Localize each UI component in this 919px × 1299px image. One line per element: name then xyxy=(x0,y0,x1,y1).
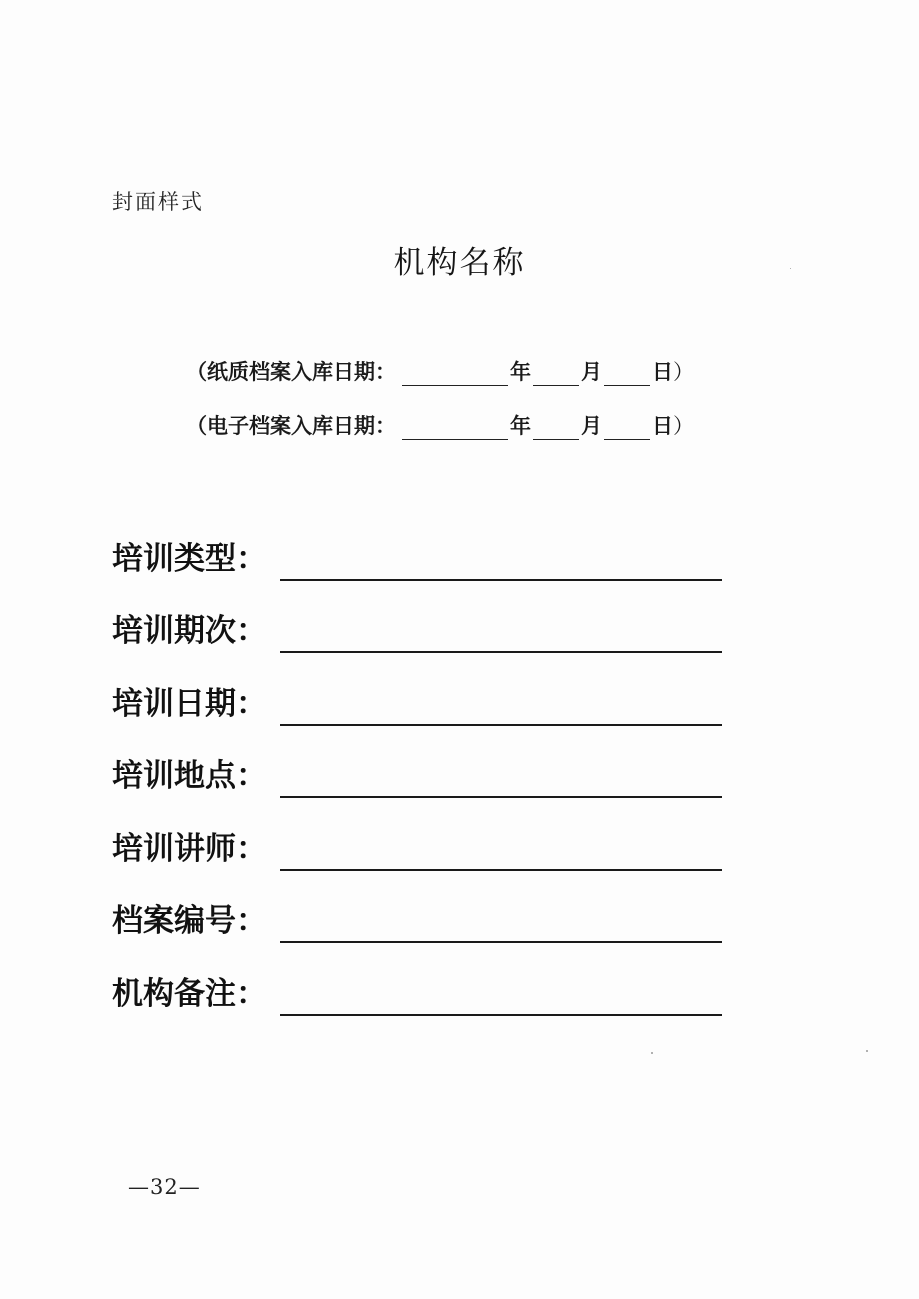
paper-day-blank[interactable] xyxy=(604,363,650,386)
digital-year-blank[interactable] xyxy=(402,417,508,440)
digital-day-blank[interactable] xyxy=(604,417,650,440)
paper-archive-date-label: （纸质档案入库日期： xyxy=(186,359,396,384)
scan-speck xyxy=(651,1052,653,1054)
organization-name-title: 机构名称 xyxy=(393,245,526,281)
field-row-training-instructor xyxy=(112,800,722,873)
digital-month-blank[interactable] xyxy=(533,417,579,440)
digital-close-paren: ） xyxy=(673,414,694,438)
field-fill-line[interactable] xyxy=(280,984,722,1016)
scan-speck xyxy=(790,268,791,269)
field-label: 机构备注： xyxy=(112,975,267,1012)
digital-day-unit: 日 xyxy=(652,413,673,438)
paper-day-unit: 日 xyxy=(652,359,673,384)
field-row-training-type xyxy=(112,510,722,583)
field-row-training-location xyxy=(112,728,722,801)
field-row-training-date xyxy=(112,655,722,728)
paper-close-paren: ） xyxy=(673,360,694,384)
field-fill-line[interactable] xyxy=(280,911,722,943)
field-label: 培训类型： xyxy=(112,540,267,577)
field-row-training-session xyxy=(112,583,722,656)
field-fill-line[interactable] xyxy=(280,621,722,653)
field-label: 培训地点： xyxy=(112,758,267,794)
field-label: 培训日期： xyxy=(112,685,267,722)
digital-month-unit: 月 xyxy=(581,413,602,438)
field-row-archive-number xyxy=(112,873,722,946)
digital-archive-date-label: （电子档案入库日期： xyxy=(186,413,396,438)
field-label: 档案编号： xyxy=(112,903,267,939)
page-number: —32— xyxy=(128,1175,201,1199)
scan-speck xyxy=(866,1050,868,1052)
cover-style-label: 封面样式 xyxy=(112,190,204,214)
digital-year-unit: 年 xyxy=(510,413,531,438)
paper-month-unit: 月 xyxy=(581,359,602,384)
paper-year-unit: 年 xyxy=(510,359,531,384)
digital-archive-date-line xyxy=(186,408,694,440)
paper-month-blank[interactable] xyxy=(533,363,579,386)
field-label: 培训期次： xyxy=(112,613,267,649)
field-fill-line[interactable] xyxy=(280,766,722,798)
field-row-institution-notes xyxy=(112,945,722,1018)
field-label: 培训讲师： xyxy=(112,830,267,867)
paper-archive-date-line xyxy=(186,354,694,386)
paper-year-blank[interactable] xyxy=(402,363,508,386)
field-fill-line[interactable] xyxy=(280,694,722,726)
cover-fields-form xyxy=(112,510,722,1018)
field-fill-line[interactable] xyxy=(280,839,722,871)
field-fill-line[interactable] xyxy=(280,549,722,581)
